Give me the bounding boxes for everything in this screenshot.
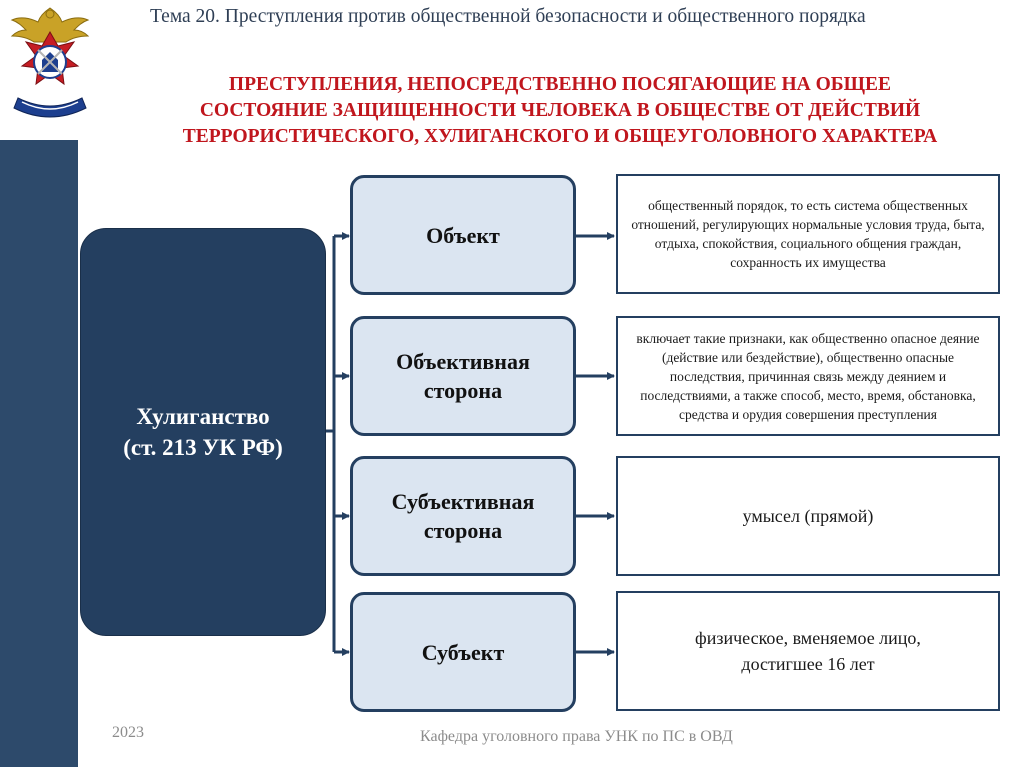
element-label: Субъективная [391,489,535,514]
element-box-objective-side [350,316,576,436]
element-label: Субъект [421,639,505,665]
main-crime-box [80,228,326,636]
description-box-subjective-side [616,456,1000,576]
emblem-icon [4,2,96,132]
element-label: Объект [426,222,500,248]
description-box-subject [616,591,1000,711]
element-label: сторона [423,378,503,403]
heading-line: ТЕРРОРИСТИЧЕСКОГО, ХУЛИГАНСКОГО И ОБЩЕУГОЛОВНОГО ХАРАКТЕРА [182,126,938,147]
description-text: умысел (прямой) [742,506,874,526]
description-text: включает такие признаки, как общественно опасное деяние (действие или бездействие), общественно опасные последствия, причинная связь между деянием и последствиями, а также способ, место, время, обстановка, средства и орудия совершения преступления [636,330,980,422]
description-text: физическое, вменяемое лицо, достигшее 16 лет [695,628,921,674]
section-heading [100,72,1020,150]
footer-department: Кафедра уголовного права УНК по ПС в ОВД [420,728,733,745]
topic-title: Тема 20. Преступления против общественной безопасности и общественного порядка [150,6,866,27]
element-box-subject [350,592,576,712]
element-box-subjective-side [350,456,576,576]
element-label: сторона [423,518,503,543]
main-article: (ст. 213 УК РФ) [123,435,283,460]
heading-line: СОСТОЯНИЕ ЗАЩИЩЕННОСТИ ЧЕЛОВЕКА В ОБЩЕСТВЕ ОТ ДЕЙСТВИЙ [199,100,921,121]
heading-line: ПРЕСТУПЛЕНИЯ, НЕПОСРЕДСТВЕННО ПОСЯГАЮЩИЕ НА ОБЩЕЕ [228,74,892,95]
footer-year: 2023 [112,724,144,741]
element-box-object [350,175,576,295]
main-title: Хулиганство [136,404,270,429]
description-box-object [616,174,1000,294]
side-accent-bar [0,140,78,767]
description-box-objective-side [616,316,1000,436]
element-label: Объективная [396,349,530,374]
description-text: общественный порядок, то есть система общественных отношений, регулирующих нормальные условия труда, быта, отдыха, спокойствия, социального общения граждан, сохранность их имущества [631,198,985,270]
